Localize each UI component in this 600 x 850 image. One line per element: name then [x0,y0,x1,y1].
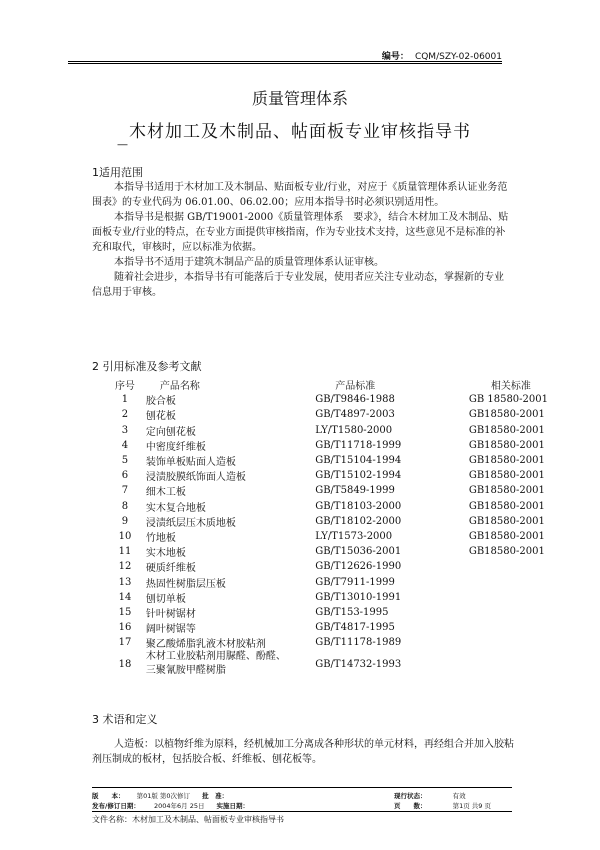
section1-paragraph: 本指导书是根据 GB/T19001-2000《质量管理体系 要求》，结合木材加工及木制品、贴面板专业/行业的特点，在专业方面提供审核指南，作为专业技术支持，这些意见不是标准的补充和取代，审核时，应以标准为依据。 [92,212,509,253]
table-row [108,499,548,514]
row-product-standard: GB/T7911-1999 [315,576,395,588]
section1-paragraph: 本指导书不适用于建筑木制品产品的质量管理体系认证审核。 [114,257,384,268]
row-number: 17 [118,637,132,649]
row-related-standard: GB18580-2001 [468,500,545,512]
row-related-standard [457,574,548,589]
doc-title-line2: 木材加工及木制品、帖面板专业审核指导书 [129,122,471,142]
row-related-standard [457,635,548,650]
row-product-standard: GB/T9846-1988 [315,394,395,406]
col-header-no: 序号 [114,381,135,393]
row-product-name: 胶合板 [145,396,176,408]
table-row [108,468,548,483]
row-related-standard: GB18580-2001 [468,485,545,497]
row-product-standard: GB/T4817-1995 [315,622,395,634]
row-product-name: 针叶树锯材 [145,608,196,620]
footer-status-value: 有效 [452,792,466,800]
row-product-name: 细木工板 [145,487,186,499]
row-number: 18 [118,658,132,670]
col-header-related: 相关标准 [490,381,531,393]
row-related-standard: GB18580-2001 [468,409,545,421]
row-number: 2 [121,409,129,421]
row-related-standard [457,650,548,678]
section3-paragraph: 人造板：以植物纤维为原料，经机械加工分离成各种形状的单元材料，再经组合并加入胶粘剂压制成的板材，包括胶合板、纤维板、刨花板等。 [92,739,514,765]
footer-filename: 文件名称：木材加工及木制品、帖面板专业审核指导书 [92,815,284,824]
row-product-standard: GB/T5849-1999 [315,485,395,497]
footer-status [394,791,466,800]
section3-heading: 3 术语和定义 [92,713,158,726]
row-product-standard: GB/T18102-2000 [315,515,402,527]
row-number: 15 [118,606,132,618]
col-header-product: 产品名称 [159,381,200,393]
title-dash: — [117,138,128,151]
row-product-name: 中密度纤维板 [145,441,206,453]
doc-title-line1: 质量管理体系 [251,89,348,108]
row-related-standard: GB18580-2001 [468,470,545,482]
footer-edition [92,791,228,800]
row-product-name: 浸渍胶膜纸饰面人造板 [145,472,246,484]
table-row [108,392,548,407]
header-rule [68,61,502,62]
table-header-row [108,377,548,392]
row-number: 8 [121,500,129,512]
row-product-standard: GB/T153-1995 [315,606,389,618]
header-rule-double [68,63,502,64]
row-related-standard [457,590,548,605]
row-number: 6 [121,470,129,482]
row-product-name: 刨花板 [145,411,176,423]
row-product-standard: GB/T15102-1994 [315,470,402,482]
row-product-standard: LY/T1573-2000 [315,530,393,542]
table-row [108,590,548,605]
footer-impl-label: 实施日期： [216,802,250,810]
document-code-label: 编号： [381,52,409,62]
document-code-value: CQM/SZY-02-06001 [414,52,502,62]
section1-paragraph: 随着社会进步，本指导书有可能落后于专业发展，使用者应关注专业动态，掌握新的专业信息用于审核。 [92,272,504,298]
row-product-standard: GB/T18103-2000 [315,500,402,512]
row-product-name: 装饰单板贴面人造板 [145,457,236,469]
row-product-name: 实木地板 [145,548,186,560]
row-product-name: 聚乙酸烯脂乳液木材胶粘剂 [145,639,266,651]
section1-heading: 1适用范围 [92,166,143,179]
row-product-name: 热固性树脂层压板 [145,578,226,590]
footer-rule [92,787,512,788]
row-product-standard: GB/T4897-2003 [315,409,395,421]
row-number: 7 [121,485,129,497]
row-number: 3 [121,424,129,436]
row-related-standard [457,559,548,574]
section1-body [92,180,516,300]
row-number: 10 [118,530,132,542]
footer-edition-label: 版 本： [92,792,125,800]
row-related-standard: GB18580-2001 [468,455,545,467]
row-product-name: 实木复合地板 [145,502,206,514]
table-row [108,483,548,498]
row-related-standard [457,620,548,635]
row-product-name: 浸渍纸层压木质地板 [145,517,236,529]
table-row [108,650,548,678]
table-row [108,559,548,574]
table-row [108,605,548,620]
row-number: 5 [121,455,129,467]
table-row [108,423,548,438]
row-number: 13 [118,576,132,588]
row-number: 9 [121,515,129,527]
footer-date-label: 发布/修订日期： [92,802,140,810]
row-related-standard: GB 18580-2001 [468,394,548,406]
row-related-standard: GB18580-2001 [468,515,545,527]
table-row [108,407,548,422]
footer-rule-bottom [92,811,512,812]
row-product-standard: GB/T15104-1994 [315,455,402,467]
table-row [108,574,548,589]
row-product-name: 阔叶树锯等 [145,624,196,636]
table-row [108,544,548,559]
row-number: 16 [118,622,132,634]
table-row [108,635,548,650]
standards-table [108,377,548,678]
row-related-standard: GB18580-2001 [468,546,545,558]
row-product-standard: GB/T11718-1999 [315,439,402,451]
row-product-standard: GB/T13010-1991 [315,591,402,603]
row-product-name: 定向刨花板 [145,426,196,438]
row-product-standard: GB/T14732-1993 [315,658,402,670]
table-row [108,514,548,529]
row-product-name: 硬质纤维板 [145,563,196,575]
footer-pages-value: 第1页 共9 页 [452,802,491,810]
row-product-standard: GB/T11178-1989 [315,637,402,649]
table-row [108,438,548,453]
section1-paragraph: 本指导书适用于木材加工及木制品、贴面板专业/行业，对应于《质量管理体系认证业务范围表》的专业代码为 06.01.00、06.02.00；应用本指导书时必须识别适用性。 [92,182,508,208]
row-number: 1 [121,394,129,406]
table-row [108,453,548,468]
row-product-standard: LY/T1580-2000 [315,424,393,436]
row-number: 14 [118,591,132,603]
standards-table-body [108,392,548,678]
row-related-standard [457,605,548,620]
row-related-standard: GB18580-2001 [468,424,545,436]
row-product-standard: GB/T12626-1990 [315,561,402,573]
row-product-name: 竹地板 [145,532,176,544]
row-product-standard: GB/T15036-2001 [315,546,402,558]
section2-heading: 2 引用标准及参考文献 [92,360,202,373]
footer-edition-value: 第01版 第0次修订 [136,792,191,800]
footer-date [92,801,249,810]
footer-pages [394,801,491,810]
row-number: 4 [121,439,129,451]
footer-date-value: 2004年6月 25日 [153,802,205,810]
footer-approve-label: 批 准： [202,792,229,800]
footer-pages-label: 页 数： [394,802,427,810]
row-product-name: 木材工业胶粘剂用脲醛、酚醛、三聚氰胺甲醛树脂 [145,651,286,677]
footer-status-label: 现行状态： [394,792,427,800]
table-row [108,620,548,635]
row-product-name: 刨切单板 [145,593,186,605]
col-header-standard: 产品标准 [335,381,376,393]
row-related-standard: GB18580-2001 [468,439,545,451]
row-related-standard: GB18580-2001 [468,530,545,542]
row-number: 11 [118,546,132,558]
row-number: 12 [118,561,132,573]
table-row [108,529,548,544]
